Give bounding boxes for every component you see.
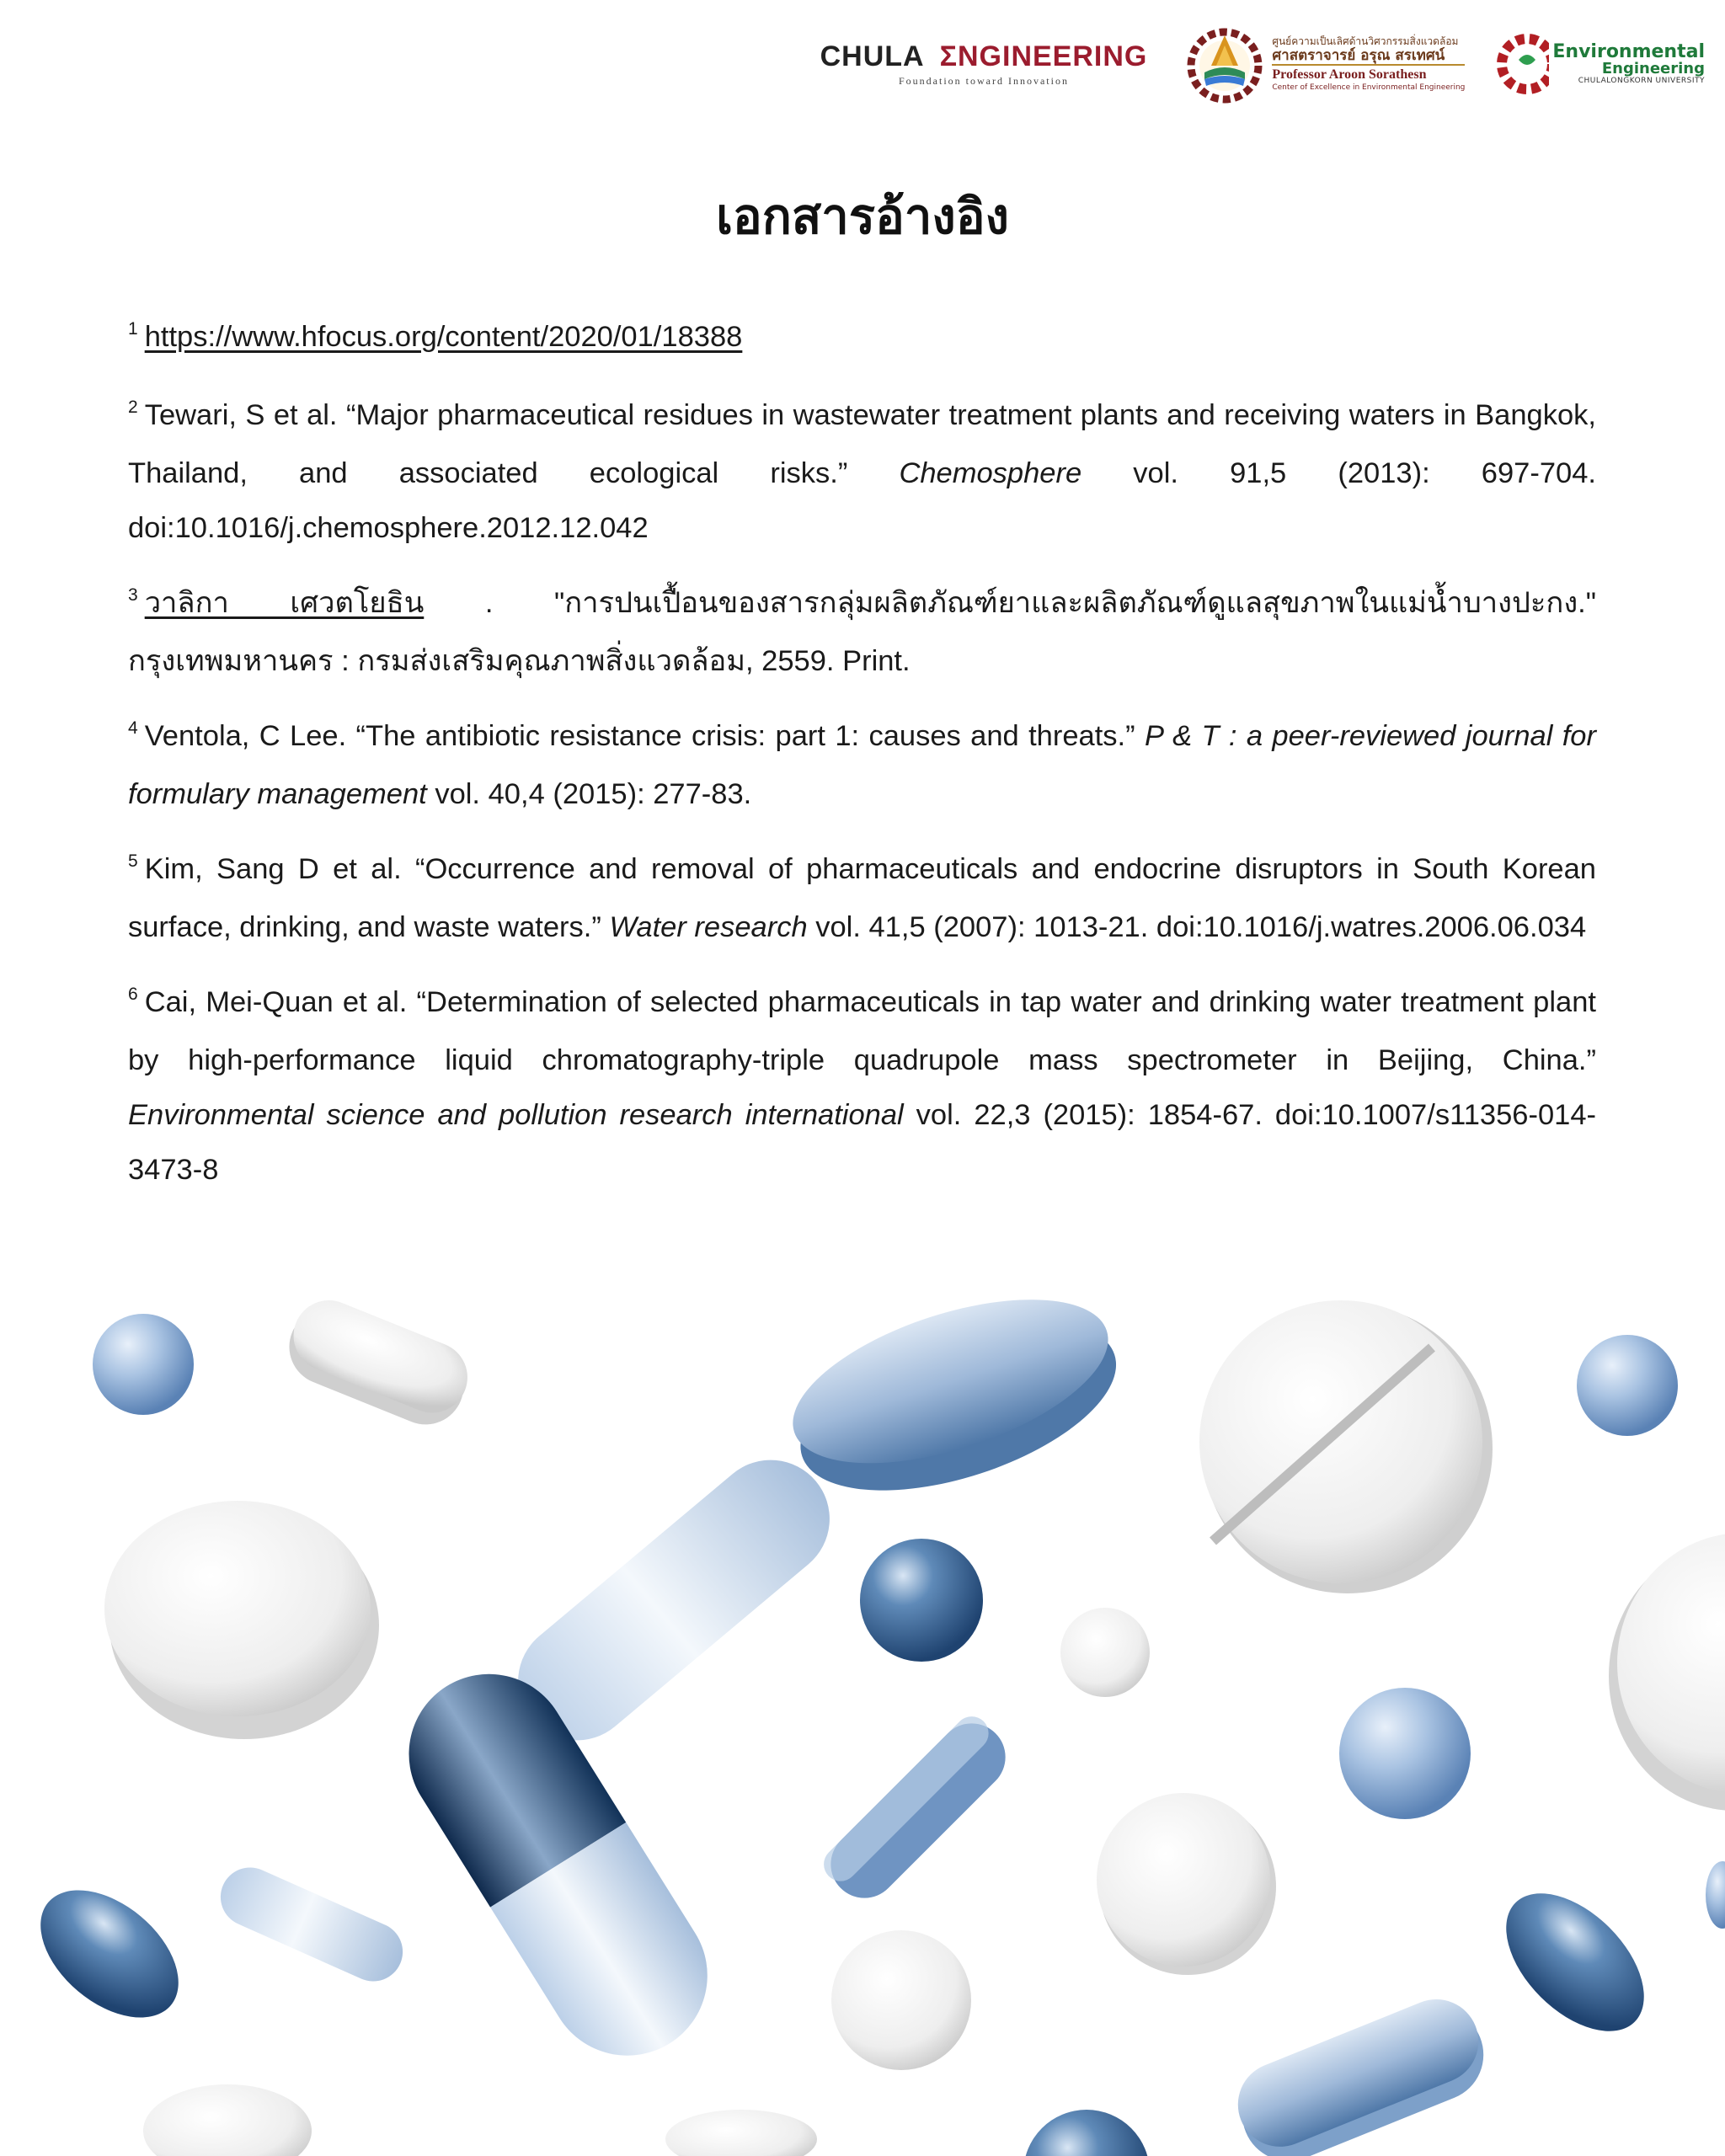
chula-engineering-logo — [820, 40, 1148, 88]
reference-details: vol. 22,3 (2015): 1854-67. doi:10.1007/s11356-014-3473-8 — [128, 1099, 1596, 1186]
reference-number: 4 — [128, 718, 138, 738]
aroon-logo-line-4: Center of Excellence in Environmental Engineering — [1272, 83, 1466, 92]
aroon-emblem-icon — [1184, 24, 1265, 104]
reference-author: วาลิกา เศวตโยธิน — [144, 587, 425, 619]
reference-text: Ventola, C Lee. “The antibiotic resistance crisis: part 1: causes and threats.” — [144, 720, 1145, 752]
reference-number: 6 — [128, 985, 138, 1004]
reference-journal: Water research — [609, 911, 808, 943]
reference-list — [128, 310, 1596, 1218]
reference-details: vol. 40,4 (2015): 277-83. — [426, 778, 752, 810]
reference-number: 2 — [128, 398, 138, 417]
reference-number: 3 — [128, 585, 138, 605]
reference-text: Tewari, S et al. “Major pharmaceutical residues in wastewater treatment plants and receiving waters in Bangkok, Thailand, and associated ecological risks.” — [128, 399, 1596, 489]
reference-details: . "การปนเปื้อนของสารกลุ่มผลิตภัณฑ์ยาและผลิตภัณฑ์ดูแลสุขภาพในแม่น้ำบางปะกง." กรุงเทพมหานคร : กรมส่งเสริมคุณภาพสิ่งแวดล้อม, 2559. Print. — [128, 587, 1596, 677]
chula-logo-tagline: Foundation toward Innovation — [898, 75, 1069, 87]
reference-number: 1 — [128, 319, 138, 339]
aroon-logo-line-3: Professor Aroon Sorathesn — [1272, 64, 1465, 83]
reference-journal: P & T : a peer-reviewed journal for formulary management — [128, 720, 1596, 810]
engineering-logo-word: ΣNGINEERING — [939, 40, 1148, 72]
environmental-engineering-logo — [1493, 26, 1705, 102]
reference-text: Cai, Mei-Quan et al. “Determination of selected pharmaceuticals in tap water and drinking water treatment plant by high-performance liquid chromatography-triple quadrupole mass spectrometer in Beijing, China.” — [128, 986, 1596, 1076]
aroon-sorathesn-logo — [1184, 24, 1465, 104]
reference-journal: Chemosphere — [899, 457, 1082, 489]
page-title: เอกสารอ้างอิง — [716, 188, 1009, 245]
reference-6 — [128, 975, 1596, 1198]
env-logo-line-3: CHULALONGKORN UNIVERSITY — [1578, 77, 1705, 86]
env-logo-line-2: Engineering — [1601, 60, 1705, 78]
chula-logo-word: CHULA — [820, 40, 925, 72]
aroon-logo-line-2: ศาสตราจารย์ อรุณ สรเทศน์ — [1272, 46, 1445, 64]
reference-3 — [128, 576, 1596, 689]
gear-icon — [1493, 26, 1549, 102]
reference-2 — [128, 388, 1596, 556]
env-logo-line-1: Environmental — [1552, 41, 1705, 63]
reference-number: 5 — [128, 851, 138, 871]
reference-link[interactable]: https://www.hfocus.org/content/2020/01/18388 — [144, 321, 743, 353]
pills-illustration — [0, 1263, 1725, 2156]
header-logos — [820, 24, 1705, 104]
reference-4 — [128, 709, 1596, 822]
aroon-logo-line-1: ศูนย์ความเป็นเลิศด้านวิศวกรรมสิ่งแวดล้อม — [1272, 35, 1459, 47]
reference-text: Kim, Sang D et al. “Occurrence and removal of pharmaceuticals and endocrine disruptors in South Korean surface, drinking, and waste waters.” — [128, 853, 1596, 943]
reference-details: vol. 91,5 (2013): 697-704. doi:10.1016/j.chemosphere.2012.12.042 — [128, 457, 1596, 544]
reference-journal: Environmental science and pollution research international — [128, 1099, 904, 1131]
reference-details: vol. 41,5 (2007): 1013-21. doi:10.1016/j.watres.2006.06.034 — [807, 911, 1587, 943]
reference-5 — [128, 842, 1596, 955]
reference-1 — [128, 310, 1596, 368]
